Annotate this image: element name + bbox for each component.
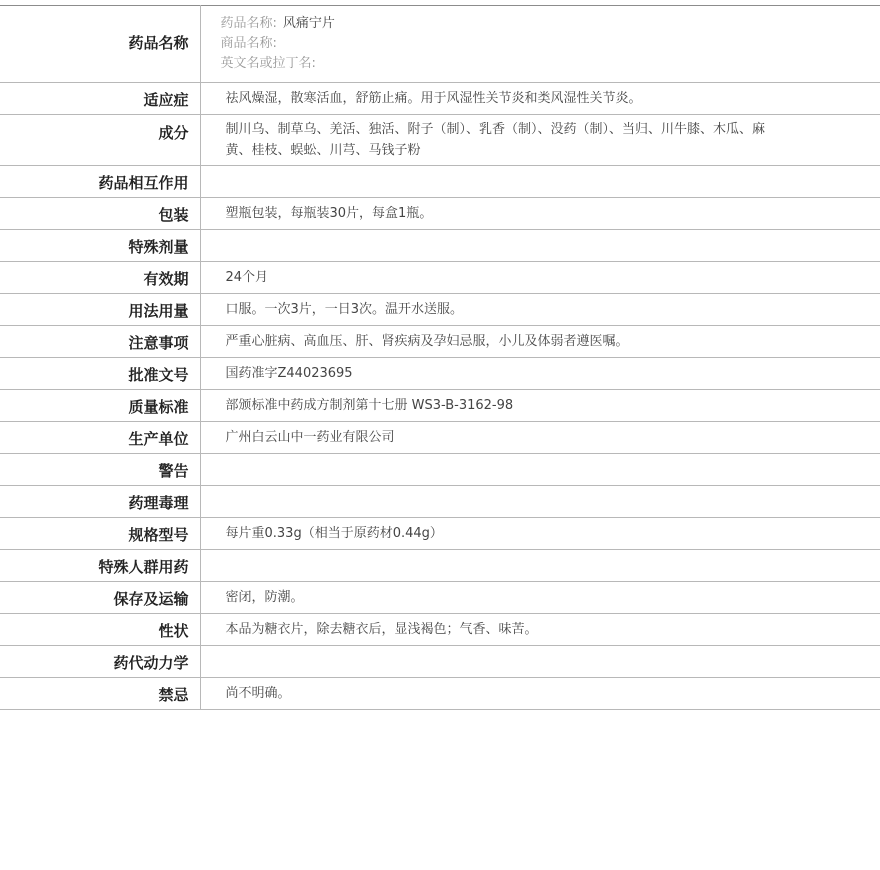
table-row-quality-standard bbox=[0, 390, 880, 422]
table-row-approval-number bbox=[0, 358, 880, 390]
row-label: 用法用量 bbox=[128, 302, 189, 320]
row-label-cell bbox=[0, 6, 200, 83]
row-value bbox=[200, 550, 880, 582]
table-row-precautions bbox=[0, 326, 880, 358]
table-row-packaging bbox=[0, 198, 880, 230]
table-row-manufacturer bbox=[0, 422, 880, 454]
table-row-pharmacokinetics bbox=[0, 646, 880, 678]
trade-name-label: 商品名称: bbox=[220, 36, 277, 51]
generic-name-line bbox=[221, 14, 791, 34]
row-label-cell bbox=[0, 614, 200, 646]
row-label: 药代动力学 bbox=[113, 654, 189, 672]
generic-name-label: 药品名称: bbox=[220, 16, 277, 31]
table-row-special-dosage bbox=[0, 230, 880, 262]
row-value: 部颁标准中药成方制剂第十七册 WS3-B-3162-98 bbox=[200, 390, 880, 422]
row-label: 注意事项 bbox=[128, 334, 189, 352]
row-label-cell bbox=[0, 390, 200, 422]
row-label-cell bbox=[0, 262, 200, 294]
row-value-cell bbox=[200, 6, 880, 83]
row-label: 禁忌 bbox=[158, 686, 189, 704]
row-label: 适应症 bbox=[143, 91, 189, 109]
table-row-dosage bbox=[0, 294, 880, 326]
row-label-cell bbox=[0, 486, 200, 518]
row-label-cell bbox=[0, 550, 200, 582]
row-value: 口服。一次3片，一日3次。温开水送服。 bbox=[200, 294, 880, 326]
table-row-special-populations bbox=[0, 550, 880, 582]
row-label: 成分 bbox=[158, 124, 189, 142]
table-row-warning bbox=[0, 454, 880, 486]
row-label-cell bbox=[0, 646, 200, 678]
english-name-label: 英文名或拉丁名: bbox=[220, 56, 316, 71]
table-row-shelf-life bbox=[0, 262, 880, 294]
row-label-cell bbox=[0, 422, 200, 454]
row-label-cell bbox=[0, 326, 200, 358]
table-row-composition bbox=[0, 115, 880, 166]
row-label: 特殊人群用药 bbox=[98, 558, 189, 576]
row-label: 质量标准 bbox=[128, 398, 189, 416]
row-value: 严重心脏病、高血压、肝、肾疾病及孕妇忌服，小儿及体弱者遵医嘱。 bbox=[200, 326, 880, 358]
row-value: 每片重0.33g（相当于原药材0.44g） bbox=[200, 518, 880, 550]
row-value bbox=[200, 646, 880, 678]
row-label-cell bbox=[0, 198, 200, 230]
row-value: 广州白云山中一药业有限公司 bbox=[200, 422, 880, 454]
row-label-cell bbox=[0, 454, 200, 486]
row-label-cell bbox=[0, 230, 200, 262]
row-label: 药品相互作用 bbox=[98, 174, 189, 192]
row-label-cell bbox=[0, 166, 200, 198]
row-label-cell bbox=[0, 115, 200, 166]
row-label-cell bbox=[0, 83, 200, 115]
table-row-contraindications bbox=[0, 678, 880, 710]
row-value: 制川乌、制草乌、羌活、独活、附子（制）、乳香（制）、没药（制）、当归、川牛膝、木瓜、麻黄、桂枝、蜈蚣、川芎、马钱子粉 bbox=[200, 115, 880, 166]
row-label-cell bbox=[0, 678, 200, 710]
table-row-pharmacology bbox=[0, 486, 880, 518]
row-value bbox=[200, 454, 880, 486]
row-label: 警告 bbox=[158, 462, 189, 480]
drug-info-table bbox=[0, 5, 880, 710]
table-row-interactions bbox=[0, 166, 880, 198]
row-label-cell bbox=[0, 294, 200, 326]
row-label: 批准文号 bbox=[128, 366, 189, 384]
table-row-indications bbox=[0, 83, 880, 115]
row-value bbox=[200, 486, 880, 518]
row-label: 药理毒理 bbox=[128, 494, 189, 512]
row-label: 性状 bbox=[158, 622, 189, 640]
row-value bbox=[200, 166, 880, 198]
row-value: 24个月 bbox=[200, 262, 880, 294]
row-label: 保存及运输 bbox=[113, 590, 189, 608]
row-value: 国药准字Z44023695 bbox=[200, 358, 880, 390]
generic-name-value: 风痛宁片 bbox=[282, 16, 335, 31]
table-row-description bbox=[0, 614, 880, 646]
row-value: 本品为糖衣片，除去糖衣后，显浅褐色；气香、味苦。 bbox=[200, 614, 880, 646]
row-label: 规格型号 bbox=[128, 526, 189, 544]
drug-info-body bbox=[0, 6, 880, 710]
row-label-cell bbox=[0, 358, 200, 390]
row-value: 祛风燥湿，散寒活血，舒筋止痛。用于风湿性关节炎和类风湿性关节炎。 bbox=[200, 83, 880, 115]
row-label: 药品名称 bbox=[128, 33, 189, 52]
row-value: 尚不明确。 bbox=[200, 678, 880, 710]
table-row-drug-name bbox=[0, 6, 880, 83]
table-row-specification bbox=[0, 518, 880, 550]
drug-name-block bbox=[211, 14, 791, 74]
row-label: 有效期 bbox=[143, 270, 189, 288]
row-value: 密闭，防潮。 bbox=[200, 582, 880, 614]
row-label-cell bbox=[0, 582, 200, 614]
row-label-cell bbox=[0, 518, 200, 550]
row-value: 塑瓶包装，每瓶装30片，每盒1瓶。 bbox=[200, 198, 880, 230]
table-row-storage bbox=[0, 582, 880, 614]
row-label: 生产单位 bbox=[128, 430, 189, 448]
row-value bbox=[200, 230, 880, 262]
row-label: 特殊剂量 bbox=[128, 238, 189, 256]
row-label: 包装 bbox=[158, 206, 189, 224]
